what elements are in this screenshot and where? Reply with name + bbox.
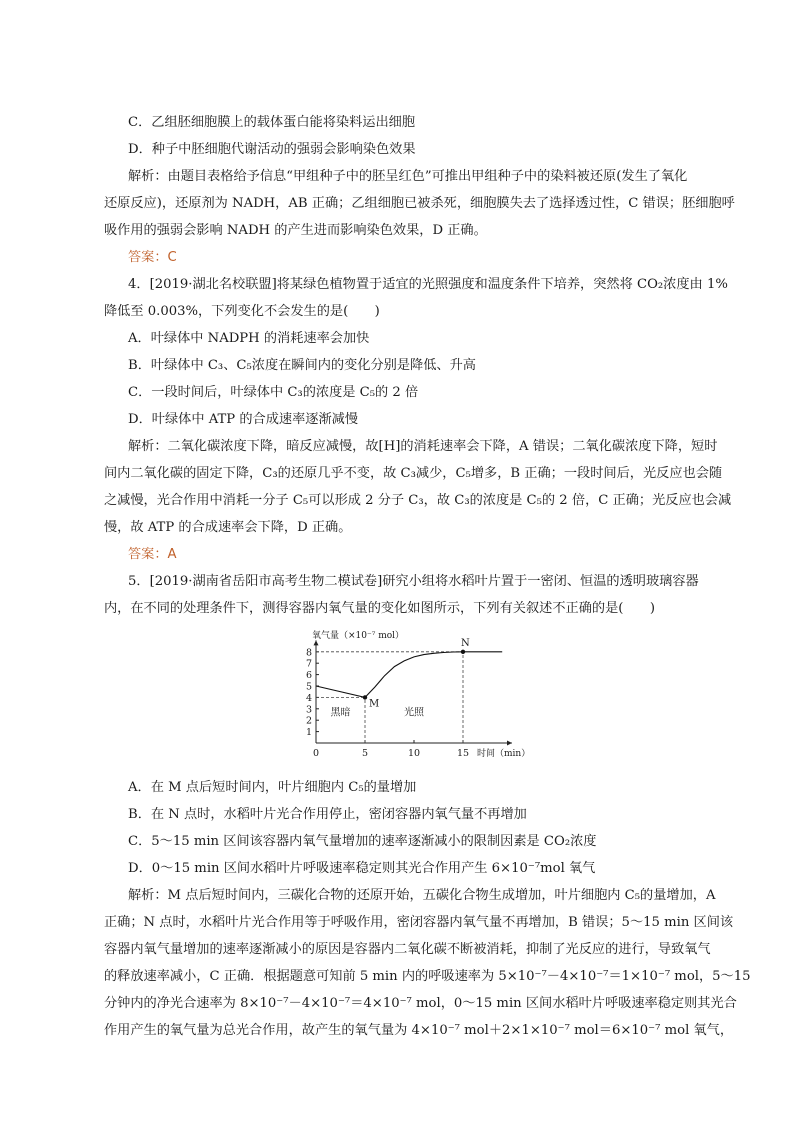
answer-line: 答案：A xyxy=(128,547,177,562)
text-line: 降低至 0.003%，下列变化不会发生的是( ) xyxy=(104,304,380,319)
text-line: D．种子中胚细胞代谢活动的强弱会影响染色效果 xyxy=(128,142,416,157)
oxygen-time-chart xyxy=(304,628,544,764)
text-line: 解析：二氧化碳浓度下降，暗反应减慢，故[H]的消耗速率会下降，A 错误；二氧化碳浓度下降，短时 xyxy=(128,439,718,454)
x-axis-arrow xyxy=(507,741,512,746)
point-N xyxy=(461,650,465,654)
y-tick-label: 1 xyxy=(305,727,312,739)
x-tick-label: 10 xyxy=(407,748,421,759)
region-label: 黑暗 xyxy=(330,707,351,719)
text-line: B．在 N 点时，水稻叶片光合作用停止，密闭容器内氧气量不再增加 xyxy=(128,807,527,822)
y-tick-label: 7 xyxy=(305,658,312,670)
text-line: 正确；N 点时，水稻叶片光合作用等于呼吸作用，密闭容器内氧气量不再增加，B 错误；5～15 min 区间该 xyxy=(104,915,734,930)
oxygen-curve xyxy=(316,652,502,698)
text-line: 间内二氧化碳的固定下降，C₃的还原几乎不变，故 C₃减少，C₅增多，B 正确；一段时间后，光反应也会随 xyxy=(104,466,723,481)
text-line: 慢，故 ATP 的合成速率会下降，D 正确。 xyxy=(104,520,352,535)
y-tick-label: 4 xyxy=(305,692,312,704)
text-line: C．乙组胚细胞膜上的载体蛋白能将染料运出细胞 xyxy=(128,115,416,130)
text-line: 吸作用的强弱会影响 NADH 的产生进而影响染色效果，D 正确。 xyxy=(104,223,487,238)
region-label: 光照 xyxy=(404,707,424,719)
y-tick-label: 6 xyxy=(305,670,312,682)
text-line: 解析：由题目表格给予信息“甲组种子中的胚呈红色”可推出甲组种子中的染料被还原(发生了氧化 xyxy=(128,169,688,184)
x-tick-label: 15 xyxy=(456,748,470,759)
answer-line: 答案：C xyxy=(128,250,177,265)
text-line: 解析：M 点后短时间内，三碳化合物的还原开始，五碳化合物生成增加，叶片细胞内 C₅的量增加，A xyxy=(128,888,716,903)
point-label: M xyxy=(369,698,380,710)
text-block-lower xyxy=(104,774,751,1044)
y-tick-label: 5 xyxy=(305,681,312,693)
text-line: 之减慢，光合作用中消耗一分子 C₅可以形成 2 分子 C₃，故 C₃的浓度是 C₅的 2 倍，C 正确；光反应也会减 xyxy=(104,493,732,508)
x-tick-label: 5 xyxy=(361,748,369,759)
point-M xyxy=(363,695,367,699)
text-line: C．5～15 min 区间该容器内氧气量增加的速率逐渐减小的限制因素是 CO₂浓度 xyxy=(128,834,597,849)
x-tick-label: 0 xyxy=(312,748,320,759)
text-block-upper xyxy=(104,109,735,622)
y-axis-label: 氧气量（×10⁻⁷ mol） xyxy=(312,631,405,641)
x-axis-label: 时间（min） xyxy=(477,749,531,759)
text-line: D．0～15 min 区间水稻叶片呼吸速率稳定则其光合作用产生 6×10⁻⁷mol 氧气 xyxy=(128,861,596,876)
y-axis-arrow xyxy=(314,640,319,645)
text-line: 5．[2019·湖南省岳阳市高考生物二模试卷]研究小组将水稻叶片置于一密闭、恒温的透明玻璃容器 xyxy=(128,574,699,589)
text-line: C．一段时间后，叶绿体中 C₃的浓度是 C₅的 2 倍 xyxy=(128,385,419,400)
text-line: 容器内氧气量增加的速率逐渐减小的原因是容器内二氧化碳不断被消耗，抑制了光反应的进行，导致氧气 xyxy=(104,942,711,957)
y-tick-label: 8 xyxy=(305,647,312,659)
point-label: N xyxy=(461,637,470,649)
text-line: A．叶绿体中 NADPH 的消耗速率会加快 xyxy=(128,331,370,346)
text-line: B．叶绿体中 C₃、C₅浓度在瞬间内的变化分别是降低、升高 xyxy=(128,358,476,373)
text-line: 4．[2019·湖北名校联盟]将某绿色植物置于适宜的光照强度和温度条件下培养，突然将 CO₂浓度由 1% xyxy=(128,277,728,292)
y-tick-label: 3 xyxy=(305,704,312,716)
text-line: 分钟内的净光合速率为 8×10⁻⁷－4×10⁻⁷＝4×10⁻⁷ mol，0～15 min 区间水稻叶片呼吸速率稳定则其光合 xyxy=(104,996,737,1011)
text-line: 内，在不同的处理条件下，测得容器内氧气量的变化如图所示，下列有关叙述不正确的是( ) xyxy=(104,601,655,616)
text-line: D．叶绿体中 ATP 的合成速率逐渐减慢 xyxy=(128,412,359,427)
y-tick-label: 2 xyxy=(305,715,312,727)
text-line: 还原反应)，还原剂为 NADH，AB 正确；乙组细胞已被杀死，细胞膜失去了选择透过性，C 错误；胚细胞呼 xyxy=(104,196,735,211)
text-line: 作用产生的氧气量为总光合作用，故产生的氧气量为 4×10⁻⁷ mol＋2×1×10⁻⁷ mol＝6×10⁻⁷ mol 氧气， xyxy=(104,1023,734,1038)
text-line: 的释放速率减小，C 正确．根据题意可知前 5 min 内的呼吸速率为 5×10⁻⁷－4×10⁻⁷＝1×10⁻⁷ mol，5～15 xyxy=(104,969,751,984)
text-line: A．在 M 点后短时间内，叶片细胞内 C₅的量增加 xyxy=(128,780,417,795)
